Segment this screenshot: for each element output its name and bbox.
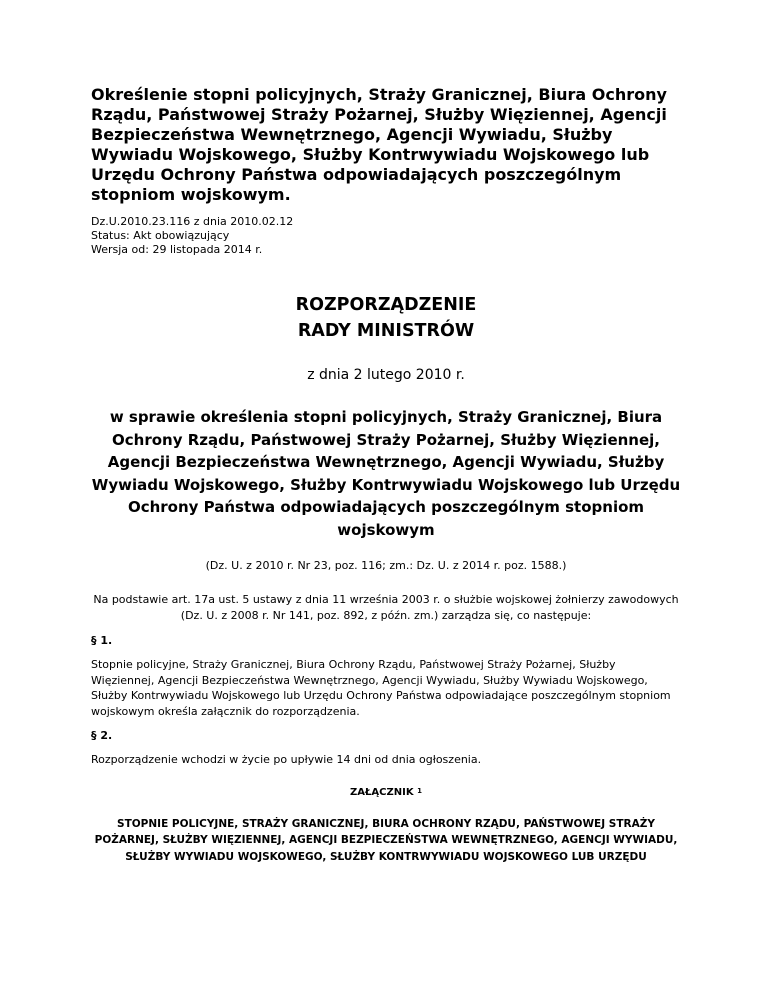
paragraph-2: [91, 729, 681, 768]
act-subject: w sprawie określenia stopni policyjnych, Straży Granicznej, Biura Ochrony Rządu, Państwowej Straży Pożarnej, Służby Więziennej, Agencji Bezpieczeństwa Wewnętrznego, Agencji Wywiadu, Służby Wywiadu Wojskowego, Służby Kontrwywiadu Wojskowego lub Urzędu Ochrony Państwa odpowiadających poszczególnym stopniom wojskowym: [91, 408, 681, 539]
document-title: Określenie stopni policyjnych, Straży Granicznej, Biura Ochrony Rządu, Państwowej Straży Pożarnej, Służby Więziennej, Agencji Bezpieczeństwa Wewnętrznego, Agencji Wywiadu, Służby Wywiadu Wojskowego, Służby Kontrwywiadu Wojskowego lub Urzędu Ochrony Państwa odpowiadających poszczególnym stopniom wojskowym.: [91, 85, 667, 204]
annex-heading: [91, 786, 681, 800]
paragraph-1: [91, 634, 681, 719]
paragraph-text: Stopnie policyjne, Straży Granicznej, Biura Ochrony Rządu, Państwowej Straży Pożarnej, Służby Więziennej, Agencji Bezpieczeństwa Wewnętrznego, Agencji Wywiadu, Służby Wywiadu Wojskowego, Służby Kontrwywiadu Wojskowego lub Urzędu Ochrony Państwa odpowiadające poszczególnym stopniom wojskowym określa załącznik do rozporządzenia.: [91, 658, 671, 718]
meta-reference: Dz.U.2010.23.116 z dnia 2010.02.12: [91, 215, 294, 228]
annex-title: STOPNIE POLICYJNE, STRAŻY GRANICZNEJ, BIURA OCHRONY RZĄDU, PAŃSTWOWEJ STRAŻY POŻARNEJ, SŁUŻBY WIĘZIENNEJ, AGENCJI BEZPIECZEŃSTWA WEWNĘTRZNEGO, AGENCJI WYWIADU, SŁUŻBY WYWIADU WOJSKOWEGO, SŁUŻBY KONTRWYWIADU WOJSKOWEGO LUB URZĘDU: [94, 817, 678, 863]
act-heading-line2: RADY MINISTRÓW: [297, 321, 475, 341]
paragraph-text: Rozporządzenie wchodzi w życie po upływie 14 dni od dnia ogłoszenia.: [91, 753, 482, 766]
paragraph-number: § 2.: [91, 729, 113, 742]
legal-basis: Na podstawie art. 17a ust. 5 ustawy z dnia 11 września 2003 r. o służbie wojskowej żołnierzy zawodowych (Dz. U. z 2008 r. Nr 141, poz. 892, z późn. zm.) zarządza się, co następuje:: [93, 593, 679, 622]
annex-heading-label: ZAŁĄCZNIK: [350, 786, 414, 798]
act-date: z dnia 2 lutego 2010 r.: [307, 367, 465, 383]
act-heading-line1: ROZPORZĄDZENIE: [295, 295, 477, 315]
annex-footnote-link[interactable]: 1: [417, 786, 422, 795]
meta-version: Wersja od: 29 listopada 2014 r.: [91, 243, 263, 256]
act-citation: (Dz. U. z 2010 r. Nr 23, poz. 116; zm.: Dz. U. z 2014 r. poz. 1588.): [205, 559, 567, 572]
document-meta: [91, 215, 681, 257]
act-heading: [91, 292, 681, 344]
paragraph-number: § 1.: [91, 634, 113, 647]
meta-status: Status: Akt obowiązujący: [91, 229, 230, 242]
document-page: [91, 85, 681, 865]
